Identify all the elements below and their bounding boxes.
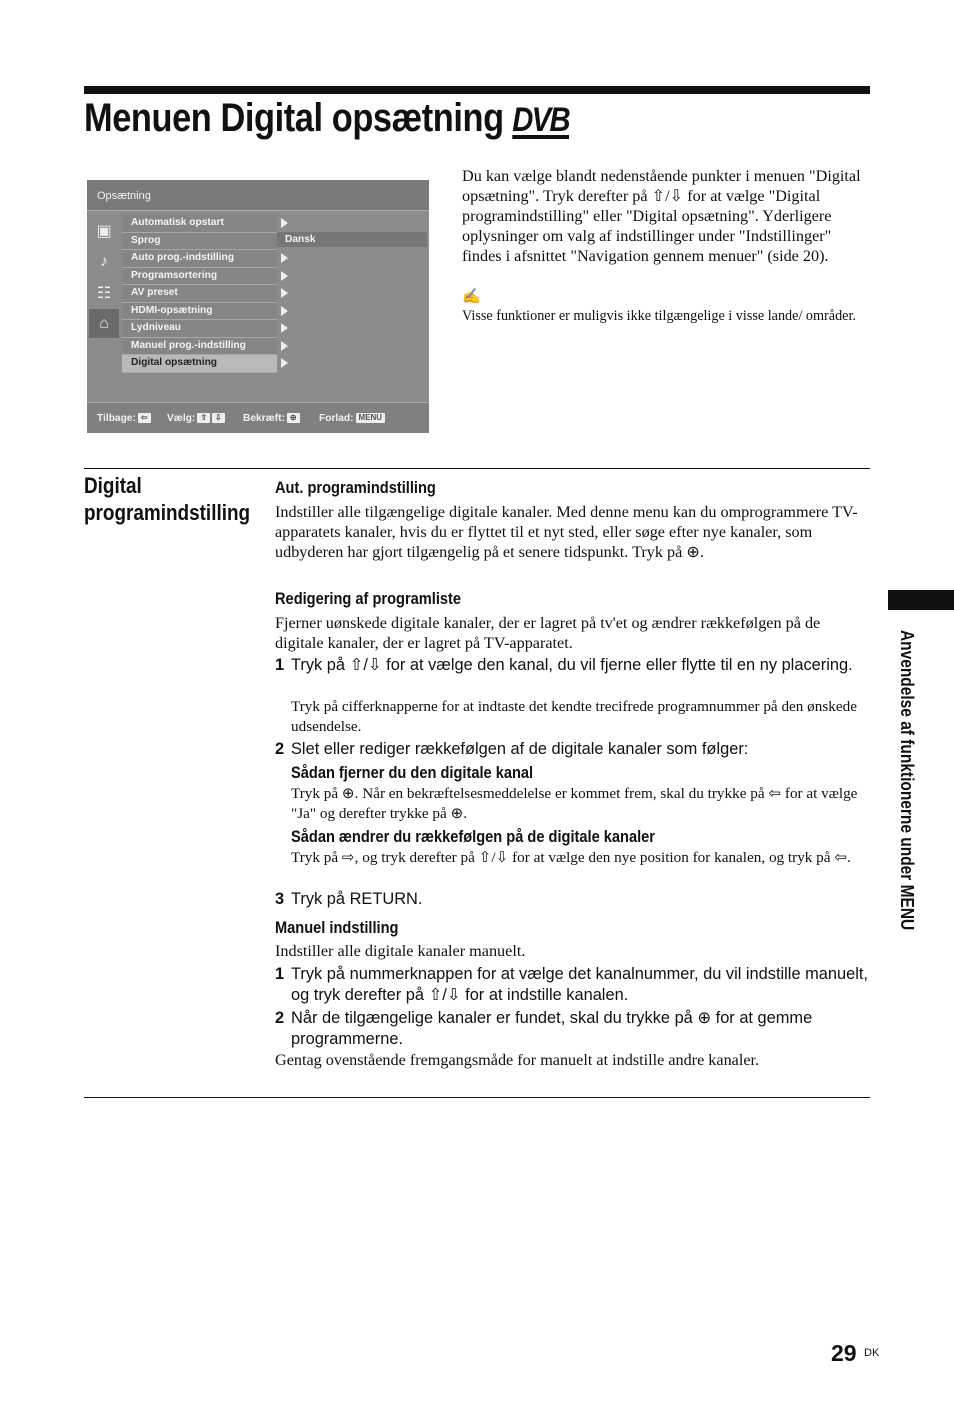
tv-menu-item: AV preset [122,285,277,303]
tv-menu-footer: Tilbage: ⇦ Vælg: ⇧ ⇩ Bekræft: ⊕ Forlad: MENU [87,402,429,433]
note-pencil-icon: ✍ [462,289,481,305]
arrow-right-icon [281,306,288,316]
tv-menu-item: Manuel prog.-indstilling [122,338,277,356]
menu-key: MENU [356,413,386,423]
tv-menu-screenshot [87,180,429,432]
top-rule [84,86,870,94]
sound-icon: ♪ [100,252,108,270]
tv-menu-item: Sprog [122,233,277,251]
picture-icon: ▣ [96,222,112,240]
tv-menu-item: Automatisk opstart [122,215,277,233]
manual-step-2: 2 Når de tilgængelige kanaler er fundet, skal du trykke på ⊕ for at gemme programmerne. [275,1009,813,1048]
tv-menu-header: Opsætning [87,180,429,211]
page-number: 29 [831,1340,857,1366]
side-tab-marker [888,590,954,610]
reorder-heading: Sådan ændrer du rækkefølgen på de digitale kanaler [291,827,655,846]
tv-menu-item: Auto prog.-indstilling [122,250,277,268]
edit-step-1-sub: Tryk på cifferknapperne for at indtaste det kendte trecifrede programnummer på den ønskede udsendelse. [291,698,857,735]
confirm-icon: ⊕ [287,413,300,423]
aut-heading: Aut. programindstilling [275,478,436,497]
arrow-right-icon [281,288,288,298]
arrow-right-icon [281,341,288,351]
arrow-right-icon [281,323,288,333]
intro-text: Du kan vælge blandt nedenstående punkter i menuen "Digital opsætning". Tryk derefter på ⇧/⇩ for at vælge "Digital programindstilling" eller "Digital opsætning". Yderligere oplysninger om valg af indstillinger under "Indstillinger" findes i afsnittet "Navigation gennem menuer" (side 20). [462,167,861,265]
arrow-right-icon [281,253,288,263]
edit-step-2: 2 Slet eller rediger rækkefølgen af de digitale kanaler som følger: [275,740,749,758]
aut-text: Indstiller alle tilgængelige digitale kanaler. Med denne menu kan du omprogrammere TV-apparatets kanaler, hvis du er flyttet til et nyt sted, eller søge efter nye kanaler, som udbyderen har gjort tilgængelig på et senere tidspunkt. Tryk på ⊕. [275,503,858,561]
arrow-right-icon [281,271,288,281]
section-rule [84,468,870,469]
reorder-text: Tryk på ⇨, og tryk derefter på ⇧/⇩ for at vælge den nye position for kanalen, og tryk på ⇦. [291,849,851,866]
tv-submenu-value: Dansk [277,232,427,247]
page-language: DK [864,1347,880,1359]
remove-heading: Sådan fjerner du den digitale kanal [291,763,534,782]
note-text: Visse funktioner er muligvis ikke tilgængelige i visse lande/ områder. [462,308,856,324]
up-arrow-icon: ⇧ [197,413,210,423]
tv-menu-item: Lydniveau [122,320,277,338]
arrow-right-icon [281,218,288,228]
tv-menu-item: HDMI-opsætning [122,303,277,321]
edit-heading: Redigering af programliste [275,589,462,608]
edit-step-3: 3 Tryk på RETURN. [275,890,423,908]
down-arrow-icon: ⇩ [212,413,225,423]
tv-menu-icons [89,216,121,340]
features-icon: ☷ [96,284,112,302]
arrow-right-icon [281,358,288,368]
setup-toolbox-icon: ⌂ [89,309,119,338]
manual-step-1: 1 Tryk på nummerknappen for at vælge det kanalnummer, du vil indstille manuelt, og tryk derefter på ⇧/⇩ for at indstille kanalen. [275,965,868,1004]
manual-text: Indstiller alle digitale kanaler manuelt. [275,942,526,960]
tv-menu-item: Programsortering [122,268,277,286]
edit-step-1: 1 Tryk på ⇧/⇩ for at vælge den kanal, du vil fjerne eller flytte til en ny placering. [275,656,853,674]
remove-text: Tryk på ⊕. Når en bekræftelsesmeddelelse er kommet frem, skal du trykke på ⇦ for at vælge "Ja" og derefter trykke på ⊕. [291,785,858,822]
dvb-logo: DVB [512,101,569,139]
tv-menu-list [122,215,277,373]
bottom-rule [84,1097,870,1098]
page-title: Menuen Digital opsætning DVB [84,96,569,140]
edit-text: Fjerner uønskede digitale kanaler, der er lagret på tv'et og ændrer rækkefølgen på de digitale kanaler, der er lagret på TV-apparatet. [275,614,821,652]
section-title: Digital programindstilling [84,473,251,525]
tv-menu-item-selected: Digital opsætning [122,355,277,373]
manual-footer: Gentag ovenstående fremgangsmåde for manuelt at indstille andre kanaler. [275,1051,760,1069]
back-arrow-icon: ⇦ [138,413,151,423]
manual-heading: Manuel indstilling [275,918,399,937]
side-tab-label: Anvendelse af funktionerne under MENU [897,630,917,931]
